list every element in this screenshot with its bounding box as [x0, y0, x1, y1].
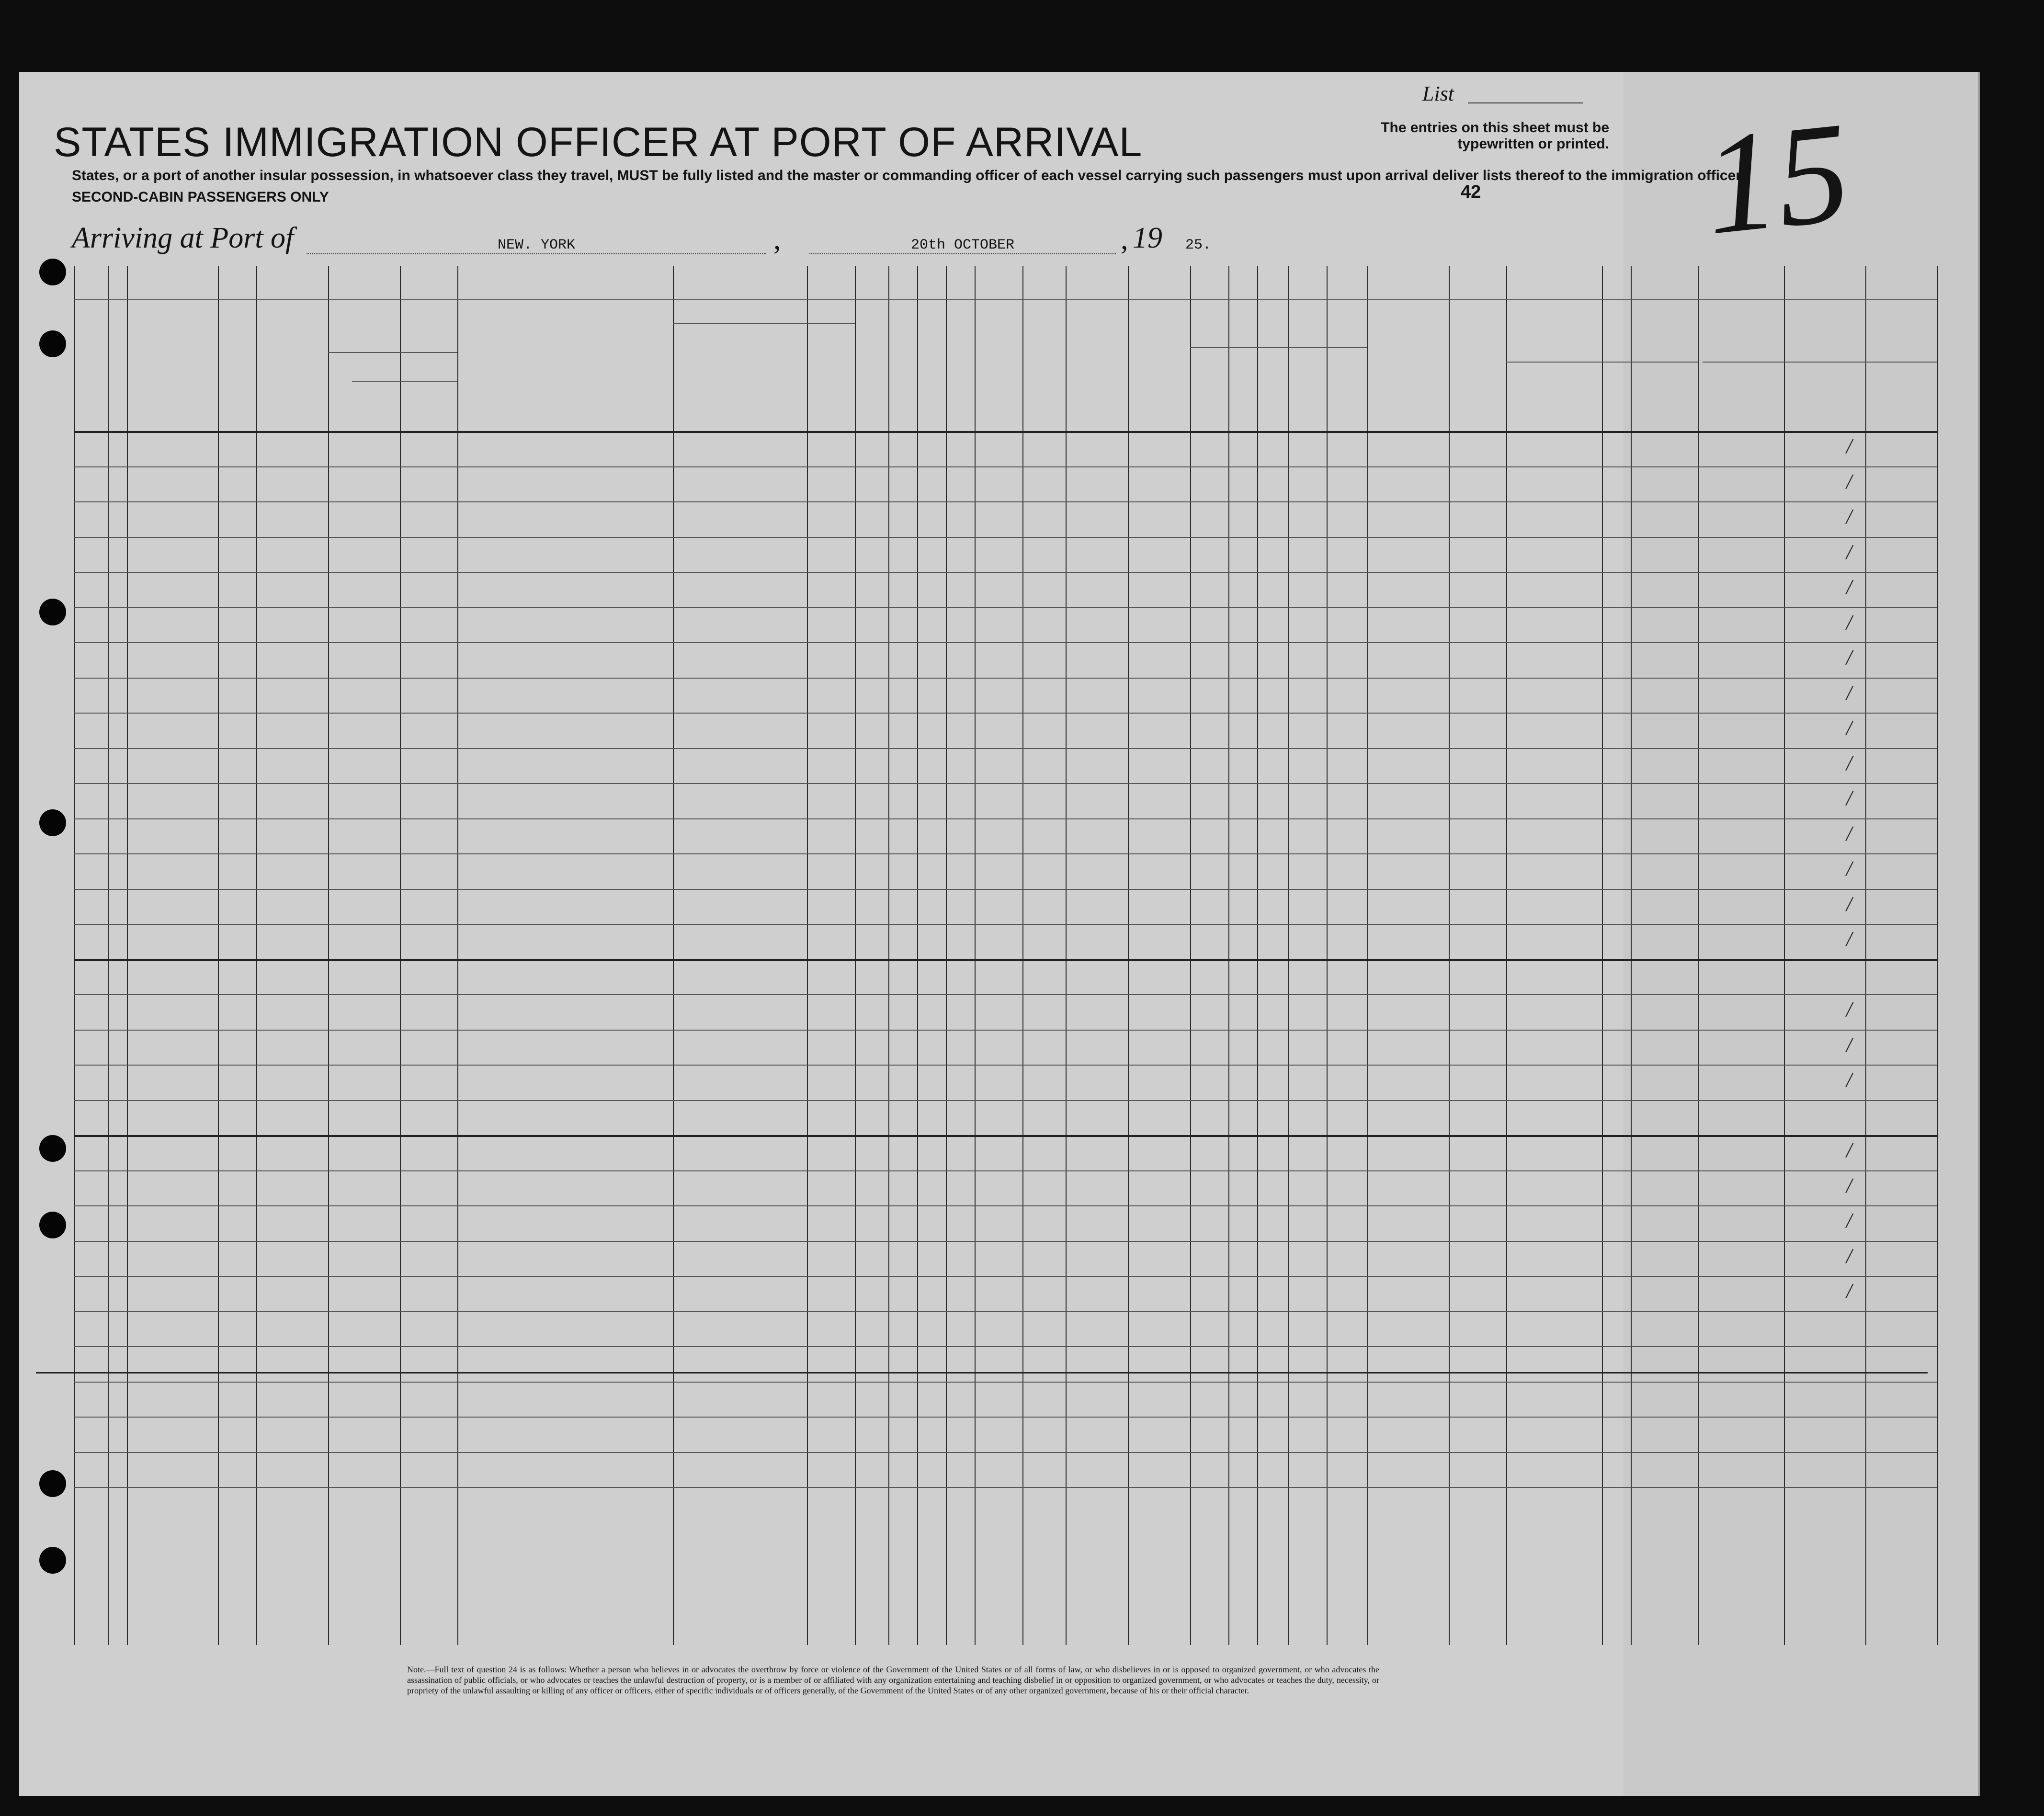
list-line [1468, 102, 1583, 103]
binder-hole [39, 1547, 66, 1574]
header-divider [673, 323, 855, 324]
header-divider [328, 352, 457, 353]
column-divider [1066, 266, 1067, 1645]
date-field: 20th OCTOBER [809, 237, 1116, 254]
footnote: Note.—Full text of question 24 is as follows: Whether a person who believes in or advocates the overthrow by force or violence of the Government of the United States or of all forms of law, or who disbelieves in or is opposed to organized government, or who advocates the assassination of public officials, or who advocates or teaches the unlawful destruction of property, or is a member of or affiliated with any organization entertaining and teaching disbelief in or opposition to organized government, or who advocates or teaches the duty, necessity, or propriety of the unlawful assaulting or killing of any officer or officers, either of specific individuals or of officers generally, of the Government of the United States or of any other organized government, because of his or their official character. [407, 1665, 1379, 1695]
column-divider [917, 266, 918, 1645]
row-divider [74, 713, 1937, 714]
row-divider [74, 537, 1937, 538]
column-divider [218, 266, 219, 1645]
row-divider [74, 1311, 1937, 1312]
check-mark: / [1846, 716, 1852, 739]
header-instruction: States, or a port of another insular possession, in whatsoever class they travel, MUST be fully listed and the master or commanding officer of each vessel carrying such passengers must upon arrival deliver lists thereof to the immigration officer. [72, 168, 1745, 183]
row-divider [74, 466, 1937, 467]
column-divider [673, 266, 674, 1645]
column-divider [1288, 266, 1289, 1645]
check-mark: / [1846, 927, 1852, 951]
binder-hole [39, 599, 66, 625]
column-divider [1128, 266, 1129, 1645]
row-divider [74, 959, 1937, 961]
check-mark: / [1846, 998, 1852, 1021]
header-divider [1703, 362, 1937, 363]
column-divider [1228, 266, 1229, 1645]
binder-hole [39, 259, 66, 285]
row-divider [74, 1065, 1937, 1066]
column-divider [256, 266, 257, 1645]
arriving-label: Arriving at Port of [72, 222, 294, 254]
column-divider [328, 266, 329, 1645]
row-divider [74, 1170, 1937, 1171]
check-mark: / [1846, 1173, 1852, 1197]
column-divider [807, 266, 808, 1645]
column-divider [975, 266, 976, 1645]
binder-hole [39, 1212, 66, 1238]
entries-note: The entries on this sheet must be typewritten or printed. [1381, 120, 1609, 152]
manifest-table [74, 266, 1937, 1645]
check-mark: / [1846, 540, 1852, 564]
header-divider [1257, 347, 1367, 348]
column-divider [108, 266, 109, 1645]
check-mark: / [1846, 469, 1852, 493]
column-divider [1698, 266, 1699, 1645]
check-mark: / [1846, 1138, 1852, 1162]
comma: , [773, 223, 781, 256]
row-divider [74, 924, 1937, 925]
year-prefix: 19 [1133, 222, 1162, 254]
binder-hole [39, 1470, 66, 1497]
strike-through-row-25 [36, 1372, 1928, 1373]
binder-hole [39, 330, 66, 357]
header-divider [74, 299, 1937, 300]
row-divider [74, 501, 1937, 502]
check-mark: / [1846, 575, 1852, 599]
check-mark: / [1846, 681, 1852, 704]
check-mark: / [1846, 751, 1852, 775]
column-divider [1257, 266, 1258, 1645]
check-mark: / [1846, 1033, 1852, 1056]
check-mark: / [1846, 1279, 1852, 1303]
check-mark: / [1846, 434, 1852, 458]
page-title: STATES IMMIGRATION OFFICER AT PORT OF ARRIVAL [54, 119, 1143, 165]
header-divider [352, 381, 457, 382]
check-mark: / [1846, 786, 1852, 810]
row-divider [74, 642, 1937, 643]
column-divider [127, 266, 128, 1645]
header-bottom-rule [74, 431, 1937, 433]
check-mark: / [1846, 505, 1852, 528]
port-field: NEW. YORK [307, 237, 766, 254]
column-divider [1937, 266, 1938, 1645]
handwritten-page-number: 15 [1697, 91, 1857, 265]
row-divider [74, 748, 1937, 749]
row-divider [74, 607, 1937, 608]
list-label: List [1422, 82, 1454, 105]
header-divider [1190, 347, 1257, 348]
column-divider [1367, 266, 1368, 1645]
check-mark: / [1846, 1068, 1852, 1091]
row-divider [74, 1452, 1937, 1453]
sheet-number: 42 [1461, 182, 1481, 202]
column-divider [457, 266, 458, 1645]
row-divider [74, 1135, 1937, 1137]
column-divider [1784, 266, 1785, 1645]
column-divider [1327, 266, 1328, 1645]
row-divider [74, 1205, 1937, 1206]
column-divider [888, 266, 889, 1645]
row-divider [74, 1276, 1937, 1277]
check-mark: / [1846, 610, 1852, 634]
column-divider [1022, 266, 1023, 1645]
column-divider [1602, 266, 1603, 1645]
column-divider [74, 266, 75, 1645]
row-divider [74, 1346, 1937, 1347]
check-mark: / [1846, 1244, 1852, 1268]
row-divider [74, 853, 1937, 854]
header-divider [1506, 362, 1698, 363]
row-divider [74, 818, 1937, 819]
row-divider [74, 994, 1937, 995]
check-mark: / [1846, 892, 1852, 916]
header-subtitle: SECOND-CABIN PASSENGERS ONLY [72, 189, 329, 205]
check-mark: / [1846, 646, 1852, 669]
row-divider [74, 1487, 1937, 1488]
column-divider [400, 266, 401, 1645]
row-divider [74, 1417, 1937, 1418]
year-suffix: 25. [1185, 237, 1212, 253]
binder-hole [39, 1135, 66, 1162]
column-divider [1506, 266, 1507, 1645]
column-divider [946, 266, 947, 1645]
column-divider [1631, 266, 1632, 1645]
row-divider [74, 1241, 1937, 1242]
column-divider [855, 266, 856, 1645]
row-divider [74, 678, 1937, 679]
check-mark: / [1846, 821, 1852, 845]
check-mark: / [1846, 857, 1852, 880]
column-divider [1865, 266, 1866, 1645]
comma: , [1121, 223, 1128, 256]
binder-hole [39, 809, 66, 836]
row-divider [74, 1100, 1937, 1101]
check-mark: / [1846, 1209, 1852, 1232]
column-divider [1190, 266, 1191, 1645]
column-divider [1449, 266, 1450, 1645]
row-divider [74, 1382, 1937, 1383]
row-divider [74, 783, 1937, 784]
row-divider [74, 572, 1937, 573]
row-divider [74, 889, 1937, 890]
row-divider [74, 1030, 1937, 1031]
